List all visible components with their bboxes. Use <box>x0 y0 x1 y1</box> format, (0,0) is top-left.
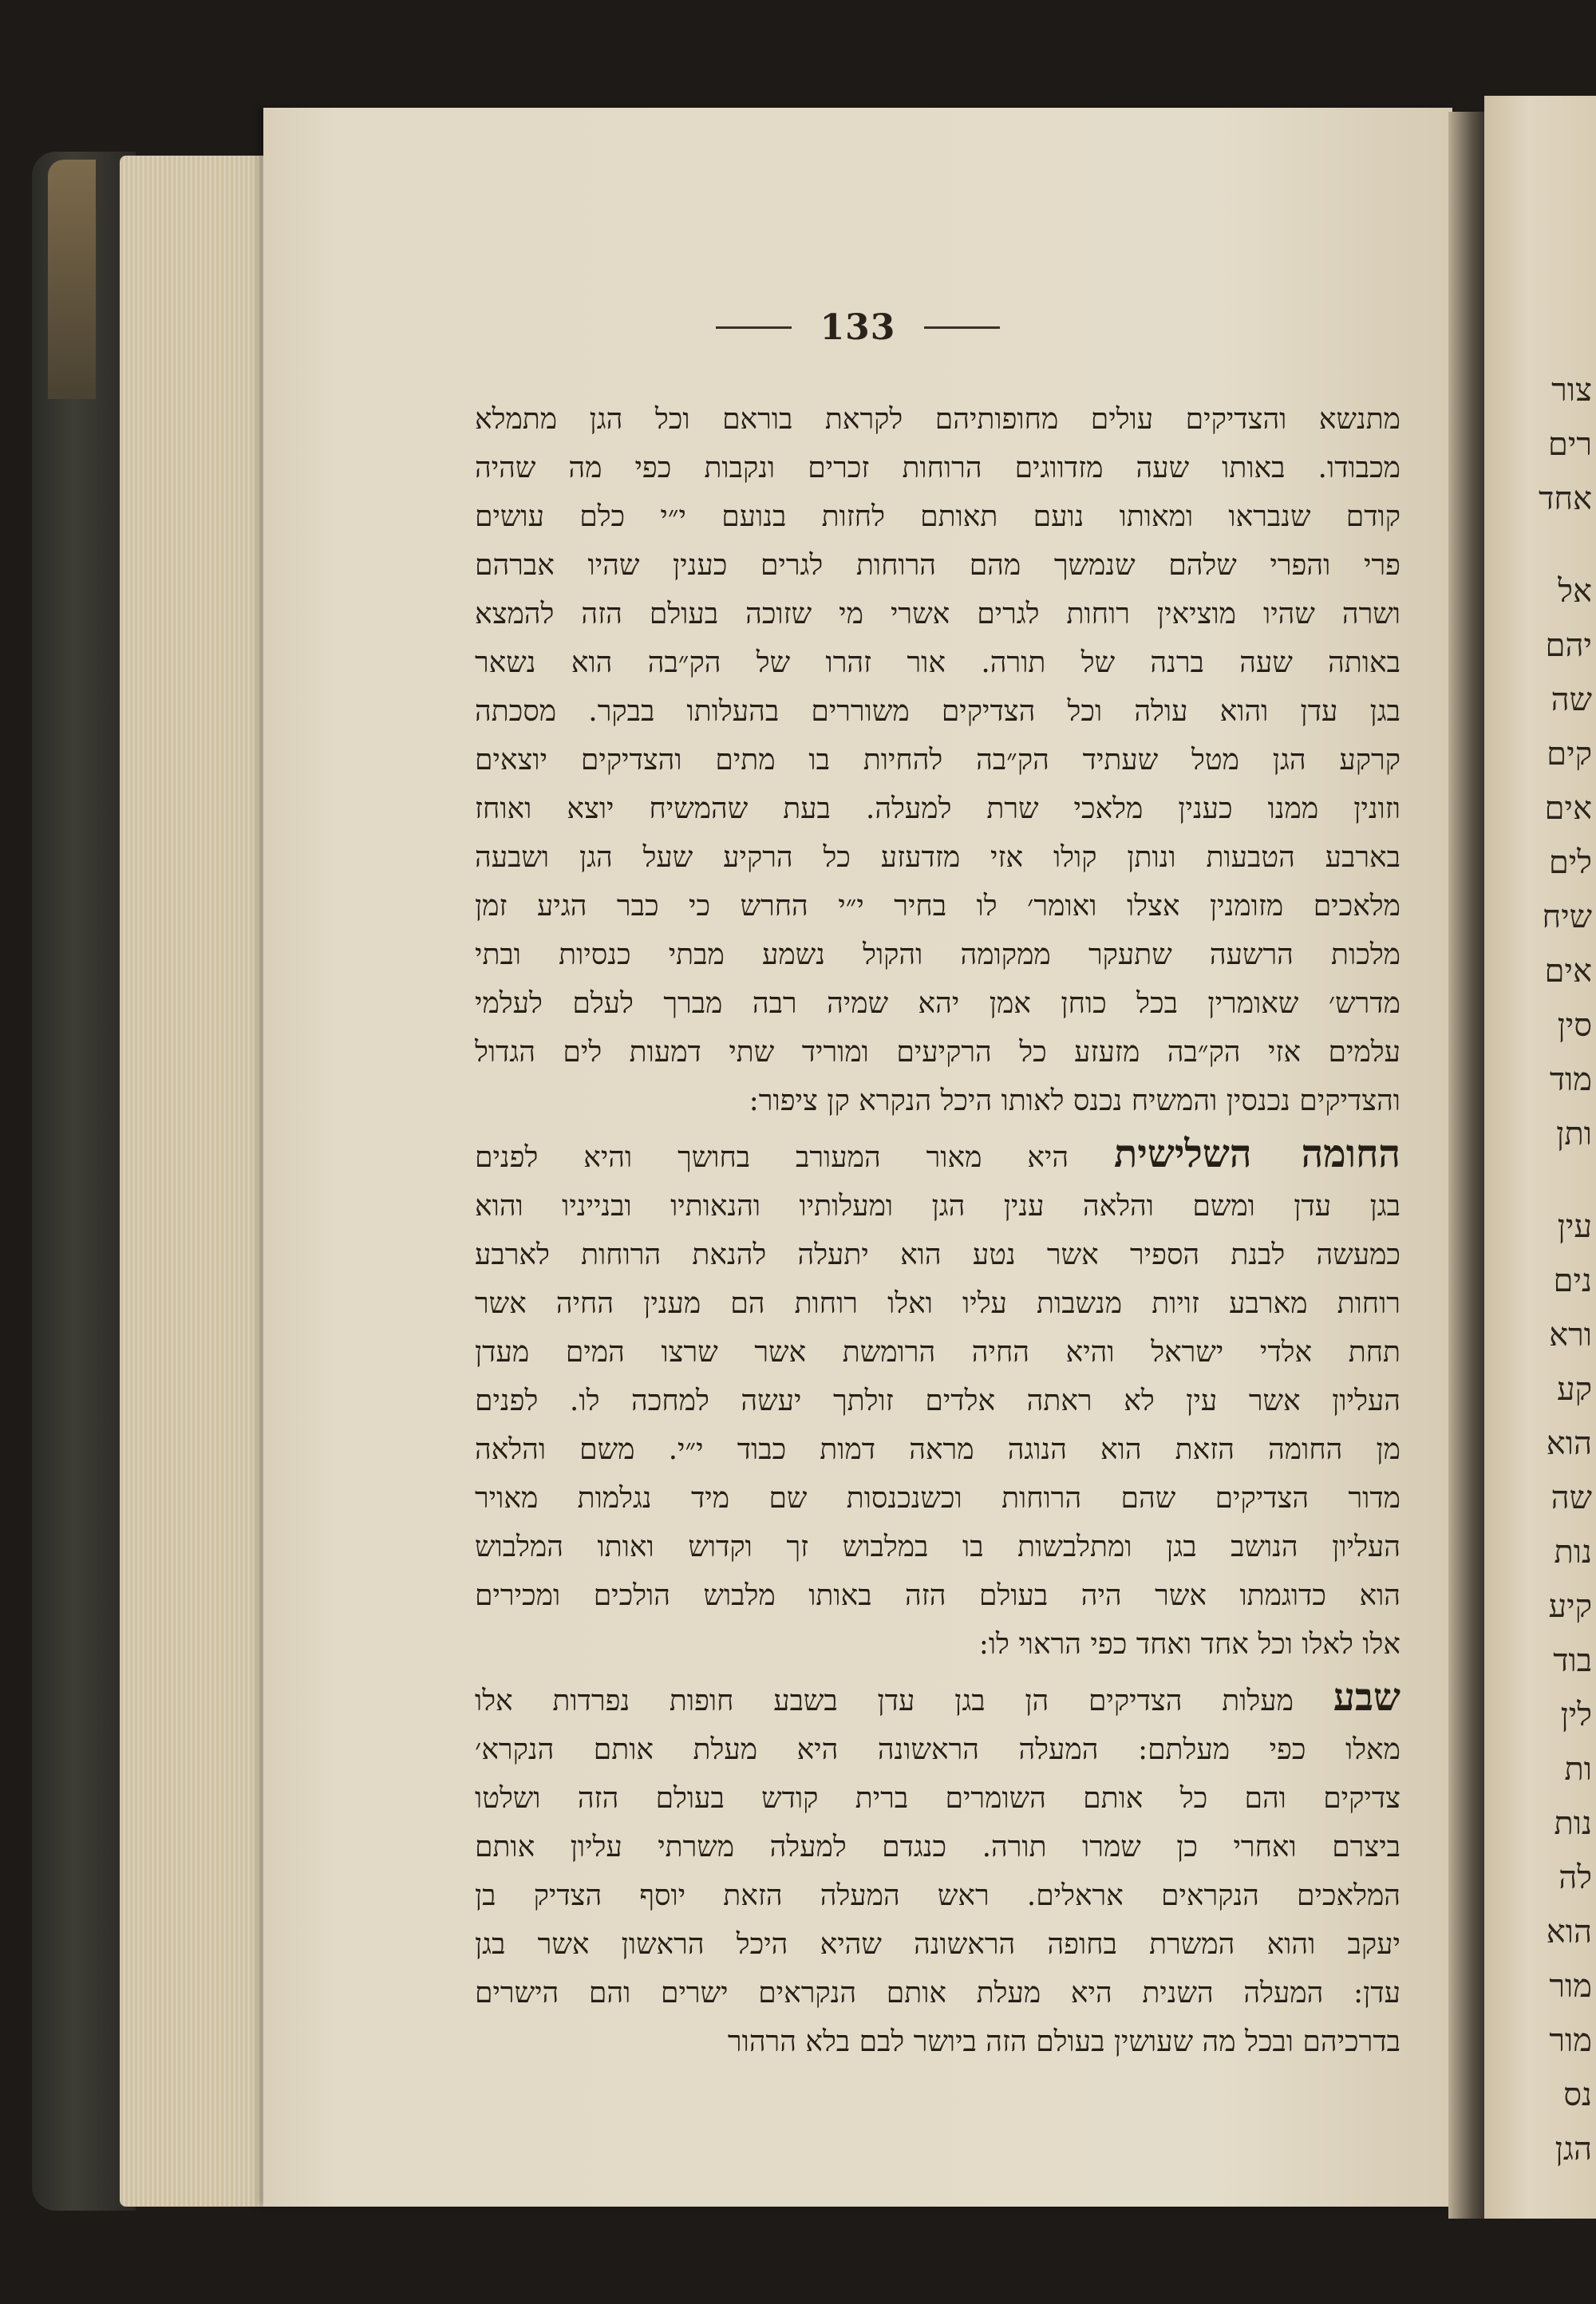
text-line <box>475 1774 1400 1823</box>
text-line <box>475 1328 1400 1377</box>
text-line <box>475 1823 1400 1871</box>
facing-line-fragment: עין <box>1557 1208 1592 1245</box>
text-line <box>475 979 1400 1028</box>
facing-line-fragment: שיח <box>1542 899 1592 935</box>
line-text: וזונין ממנו כענין מלאכי שרת למעלה. בעת שהמשיח יוצא ואוחז <box>475 792 1400 825</box>
page-body-text <box>475 395 1400 2066</box>
text-line <box>475 1130 1400 1182</box>
line-text: מדור הצדיקים שהם הרוחות וכשנכנסות שם מיד נגלמות מאויר <box>475 1482 1400 1515</box>
line-text: מעלות הצדיקים הן בגן עדן בשבע חופות נפרדות אלו <box>475 1685 1294 1717</box>
section-lead-word: שבע <box>1333 1675 1400 1720</box>
text-line <box>475 1725 1400 1774</box>
facing-line-fragment: סין <box>1557 1007 1592 1044</box>
facing-line-fragment: לין <box>1560 1697 1592 1733</box>
facing-line-fragment: קים <box>1547 736 1592 773</box>
paragraph <box>475 1674 1400 2066</box>
line-text: באותה שעה ברנה של תורה. אור זהרו של הק״בה הוא נשאר <box>475 646 1400 679</box>
line-text: העליון הנושב בגן ומתלבשות בו במלבוש זך וקדוש ואותו המלבוש <box>475 1531 1400 1563</box>
facing-line-fragment: קיע <box>1548 1588 1592 1625</box>
worn-cover-corner <box>48 160 96 399</box>
line-text: בגן עדן והוא עולה וכל הצדיקים משוררים בהעלותו בבקר. מסכתה <box>475 695 1400 728</box>
facing-line-fragment: ותן <box>1556 1116 1592 1152</box>
text-line <box>475 882 1400 931</box>
header-rule-right <box>924 326 1000 329</box>
line-text: קודם שנבראו ומאותו נועם תאותם לחזות בנועם י״י כלם עושים <box>475 500 1400 533</box>
line-text: בדרכיהם ובכל מה שעושין בעולם הזה ביושר לבם בלא הרהור <box>727 2025 1400 2058</box>
line-text: העליון אשר עין לא ראתה אלדים זולתך יעשה למחכה לו. לפנים <box>475 1385 1400 1417</box>
facing-line-fragment: נס <box>1563 2077 1592 2113</box>
text-line <box>475 1620 1400 1669</box>
text-line <box>475 736 1400 784</box>
facing-line-fragment: מור <box>1549 2022 1592 2059</box>
facing-line-fragment: הוא <box>1546 1425 1592 1462</box>
line-text: עדן: המעלה השנית היא מעלת אותם הנקראים ישרים והם הישרים <box>475 1977 1400 2010</box>
facing-line-fragment: אחד <box>1539 480 1592 517</box>
page-edges <box>120 156 271 2207</box>
line-text: בארבע הטבעות ונותן קולו אזי מזדעזע כל הרקיע שעל הגן ושבעה <box>475 841 1400 874</box>
text-line <box>475 784 1400 833</box>
facing-line-fragment: הוא <box>1546 1914 1592 1950</box>
book-gutter <box>1448 112 1488 2219</box>
line-text: מדרש׳ שאומרין בכל כוחן אמן יהא שמיה רבה מברך לעלם לעלמי <box>475 987 1400 1020</box>
text-line <box>475 1182 1400 1231</box>
facing-line-fragment: לים <box>1548 844 1592 881</box>
line-text: המלאכים הנקראים אראלים. ראש המעלה הזאת יוסף הצדיק בן <box>475 1879 1400 1912</box>
facing-line-fragment: מור <box>1549 1968 1592 2005</box>
text-line <box>475 1425 1400 1474</box>
text-line <box>475 1920 1400 1969</box>
facing-block <box>1492 363 1592 526</box>
facing-line-fragment: נות <box>1554 1805 1592 1842</box>
facing-line-fragment: שה <box>1551 682 1592 718</box>
facing-line-fragment: מוד <box>1549 1061 1592 1098</box>
text-line <box>475 1871 1400 1920</box>
line-text: עלמים אזי הק״בה מזעזע כל הרקיעים ומוריד שתי דמעות לים הגדול <box>475 1036 1400 1069</box>
text-line <box>475 541 1400 590</box>
text-line <box>475 638 1400 687</box>
text-line <box>475 395 1400 444</box>
text-line <box>475 1474 1400 1523</box>
page-header <box>263 307 1452 348</box>
page-number: 133 <box>820 307 896 348</box>
facing-line-fragment: ות <box>1564 1751 1592 1788</box>
line-text: מכבודו. באותו שעה מזדווגים הרוחות זכרים ונקבות כפי מה שהיה <box>475 452 1400 484</box>
text-line <box>475 687 1400 736</box>
facing-line-fragment: אים <box>1544 953 1592 990</box>
facing-line-fragment: לה <box>1558 1859 1592 1896</box>
line-text: אלו לאלו וכל אחד ואחד כפי הראוי לו: <box>978 1628 1400 1661</box>
text-line <box>475 1028 1400 1077</box>
text-line <box>475 1571 1400 1620</box>
line-text: קרקע הגן מטל שעתיד הק״בה להחיות בו מתים והצדיקים יוצאים <box>475 744 1400 777</box>
line-text: צדיקים והם כל אותם השומרים ברית קודש בעולם הזה ושלטו <box>475 1782 1400 1815</box>
text-line <box>475 590 1400 638</box>
line-text: הוא כדוגמתו אשר היה בעולם הזה באותו מלבוש הולכים ומכירים <box>475 1579 1400 1612</box>
line-text: מאלו כפי מעלתם: המעלה הראשונה היא מעלת אותם הנקרא׳ <box>475 1733 1400 1766</box>
facing-page-text <box>1492 363 1592 2215</box>
line-text: בגן עדן ומשם והלאה ענין הגן ומעלותיו והנאותיו ובנייניו והוא <box>475 1190 1400 1223</box>
facing-line-fragment: הגן <box>1555 2131 1592 2168</box>
text-line <box>475 444 1400 492</box>
line-text: כמעשה לבנת הספיר אשר נטע הוא יתעלה להנאת הרוחות לארבע <box>475 1239 1400 1271</box>
text-line <box>475 833 1400 882</box>
line-text: תחת אלדי ישראל והיא החיה הרומשת אשר שרצו המים מעדן <box>475 1336 1400 1369</box>
facing-block <box>1492 1199 1592 2176</box>
text-line <box>475 931 1400 979</box>
paragraph <box>475 395 1400 1125</box>
text-line <box>475 1969 1400 2017</box>
line-text: ביצרם ואחרי כן שמרו תורה. כנגדם למעלה משרתי עליון אותם <box>475 1831 1400 1863</box>
facing-line-fragment: נים <box>1553 1263 1592 1299</box>
facing-line-fragment: שה <box>1551 1480 1592 1516</box>
text-line <box>475 1377 1400 1425</box>
facing-line-fragment: רים <box>1547 426 1592 463</box>
facing-line-fragment: אל <box>1558 573 1592 610</box>
facing-line-fragment: צור <box>1551 372 1592 409</box>
text-line <box>475 1231 1400 1279</box>
facing-line-fragment: יהם <box>1545 627 1592 664</box>
line-text: יעקב והוא המשרת בחופה הראשונה שהיא היכל הראשון אשר בגן <box>475 1928 1400 1961</box>
text-line <box>475 1523 1400 1571</box>
facing-line-fragment: ורא <box>1549 1317 1592 1354</box>
paragraph <box>475 1130 1400 1669</box>
text-line <box>475 492 1400 541</box>
line-text: מלאכים מזומנין אצלו ואומר׳ לו בחיר י״י החרש כי כבר הגיע זמן <box>475 890 1400 923</box>
line-text: מלכות הרשעה שתעקר ממקומה והקול נשמע מבתי כנסיות ובתי <box>475 939 1400 971</box>
text-line <box>475 1674 1400 1725</box>
text-line <box>475 2017 1400 2066</box>
facing-line-fragment: קע <box>1556 1371 1592 1408</box>
line-text: רוחות מארבע זויות מנשבות עליו ואלו רוחות הם מענין החיה אשר <box>475 1287 1400 1320</box>
line-text: היא מאור המעורב בחושך והיא לפנים <box>475 1141 1069 1174</box>
line-text: ושרה שהיו מוציאין רוחות לגרים אשרי מי שזוכה בעולם הזה להמצא <box>475 598 1400 630</box>
section-lead-word: החומה השלישית <box>1114 1132 1400 1176</box>
text-line <box>475 1077 1400 1125</box>
line-text: מן החומה הזאת הוא הנוגה מראה דמות כבוד י״י. משם והלאה <box>475 1433 1400 1466</box>
header-rule-left <box>716 326 792 329</box>
line-text: מתנשא והצדיקים עולים מחופותיהם לקראת בוראם וכל הגן מתמלא <box>475 403 1400 436</box>
facing-line-fragment: בוד <box>1553 1642 1592 1679</box>
line-text: פרי והפרי שלהם שנמשך מהם הרוחות לגרים כענין שהיו אברהם <box>475 549 1400 582</box>
facing-line-fragment: נות <box>1554 1534 1592 1571</box>
text-line <box>475 1279 1400 1328</box>
facing-line-fragment: אים <box>1544 790 1592 827</box>
line-text: והצדיקים נכנסין והמשיח נכנס לאותו היכל הנקרא קן ציפור: <box>749 1085 1400 1117</box>
facing-block <box>1492 564 1592 1161</box>
